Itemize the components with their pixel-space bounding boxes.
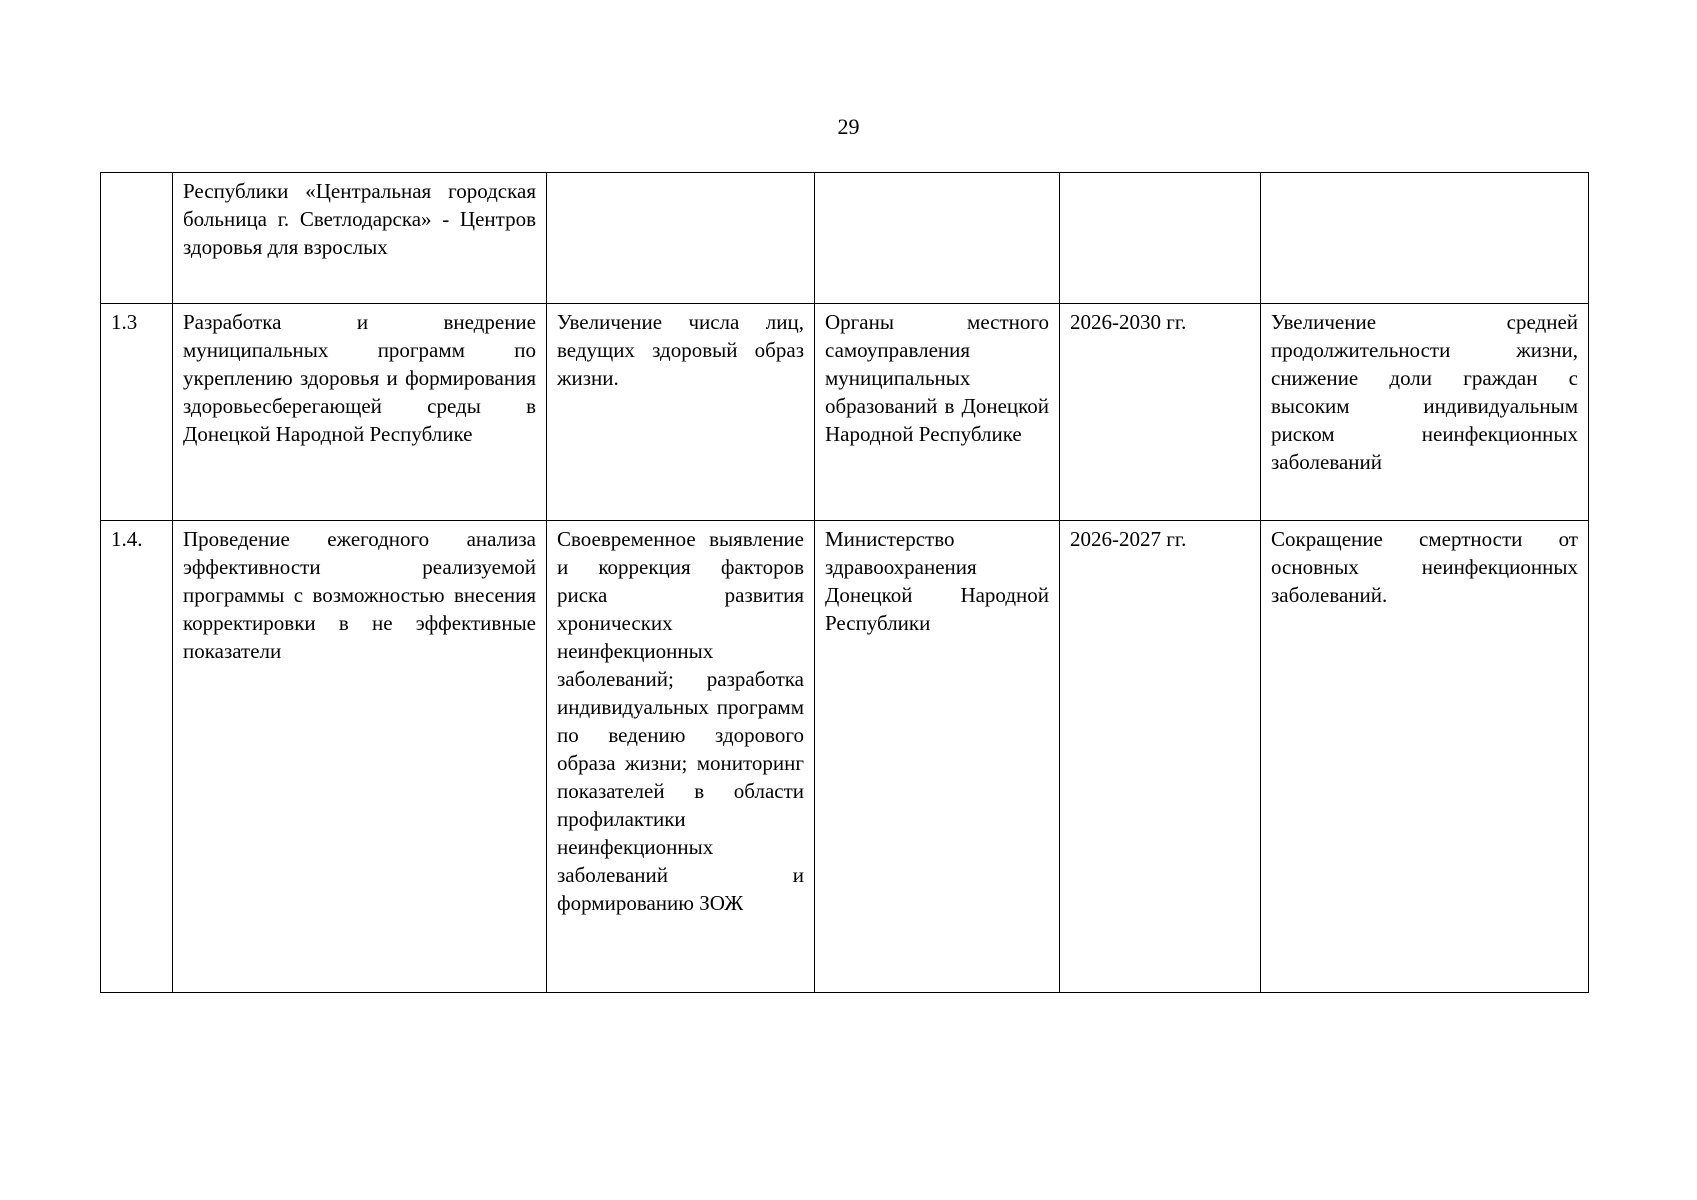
result-cell: Своевременное выявление и коррекция факторов риска развития хронических неинфекционных заболеваний; разработка индивидуальных программ по ведению здорового образа жизни; мониторинг показателей в области профилактики неинфекционных заболеваний и формированию ЗОЖ <box>547 521 815 993</box>
table-row <box>101 521 1589 993</box>
table-row <box>101 173 1589 304</box>
measures-table <box>100 172 1589 993</box>
period-cell: 2026-2030 гг. <box>1060 304 1261 521</box>
measure-cell: Разработка и внедрение муниципальных программ по укреплению здоровья и формирования здоровьесберегающей среды в Донецкой Народной Республике <box>173 304 547 521</box>
measure-cell: Проведение ежегодного анализа эффективности реализуемой программы с возможностью внесения корректировки в не эффективные показатели <box>173 521 547 993</box>
period-cell <box>1060 173 1261 304</box>
period-cell: 2026-2027 гг. <box>1060 521 1261 993</box>
effect-cell: Увеличение средней продолжительности жизни, снижение доли граждан с высоким индивидуальным риском неинфекционных заболеваний <box>1261 304 1589 521</box>
executor-cell: Органы местного самоуправления муниципальных образований в Донецкой Народной Республике <box>815 304 1060 521</box>
result-cell: Увеличение числа лиц, ведущих здоровый образ жизни. <box>547 304 815 521</box>
page-number: 29 <box>837 114 860 139</box>
executor-cell <box>815 173 1060 304</box>
result-cell <box>547 173 815 304</box>
measure-cell: Республики «Центральная городская больница г. Светлодарска» - Центров здоровья для взрослых <box>173 173 547 304</box>
row-number-cell: 1.4. <box>101 521 173 993</box>
executor-cell: Министерство здравоохранения Донецкой Народной Республики <box>815 521 1060 993</box>
effect-cell <box>1261 173 1589 304</box>
table-row <box>101 304 1589 521</box>
row-number-cell: 1.3 <box>101 304 173 521</box>
row-number-cell <box>101 173 173 304</box>
effect-cell: Сокращение смертности от основных неинфекционных заболеваний. <box>1261 521 1589 993</box>
